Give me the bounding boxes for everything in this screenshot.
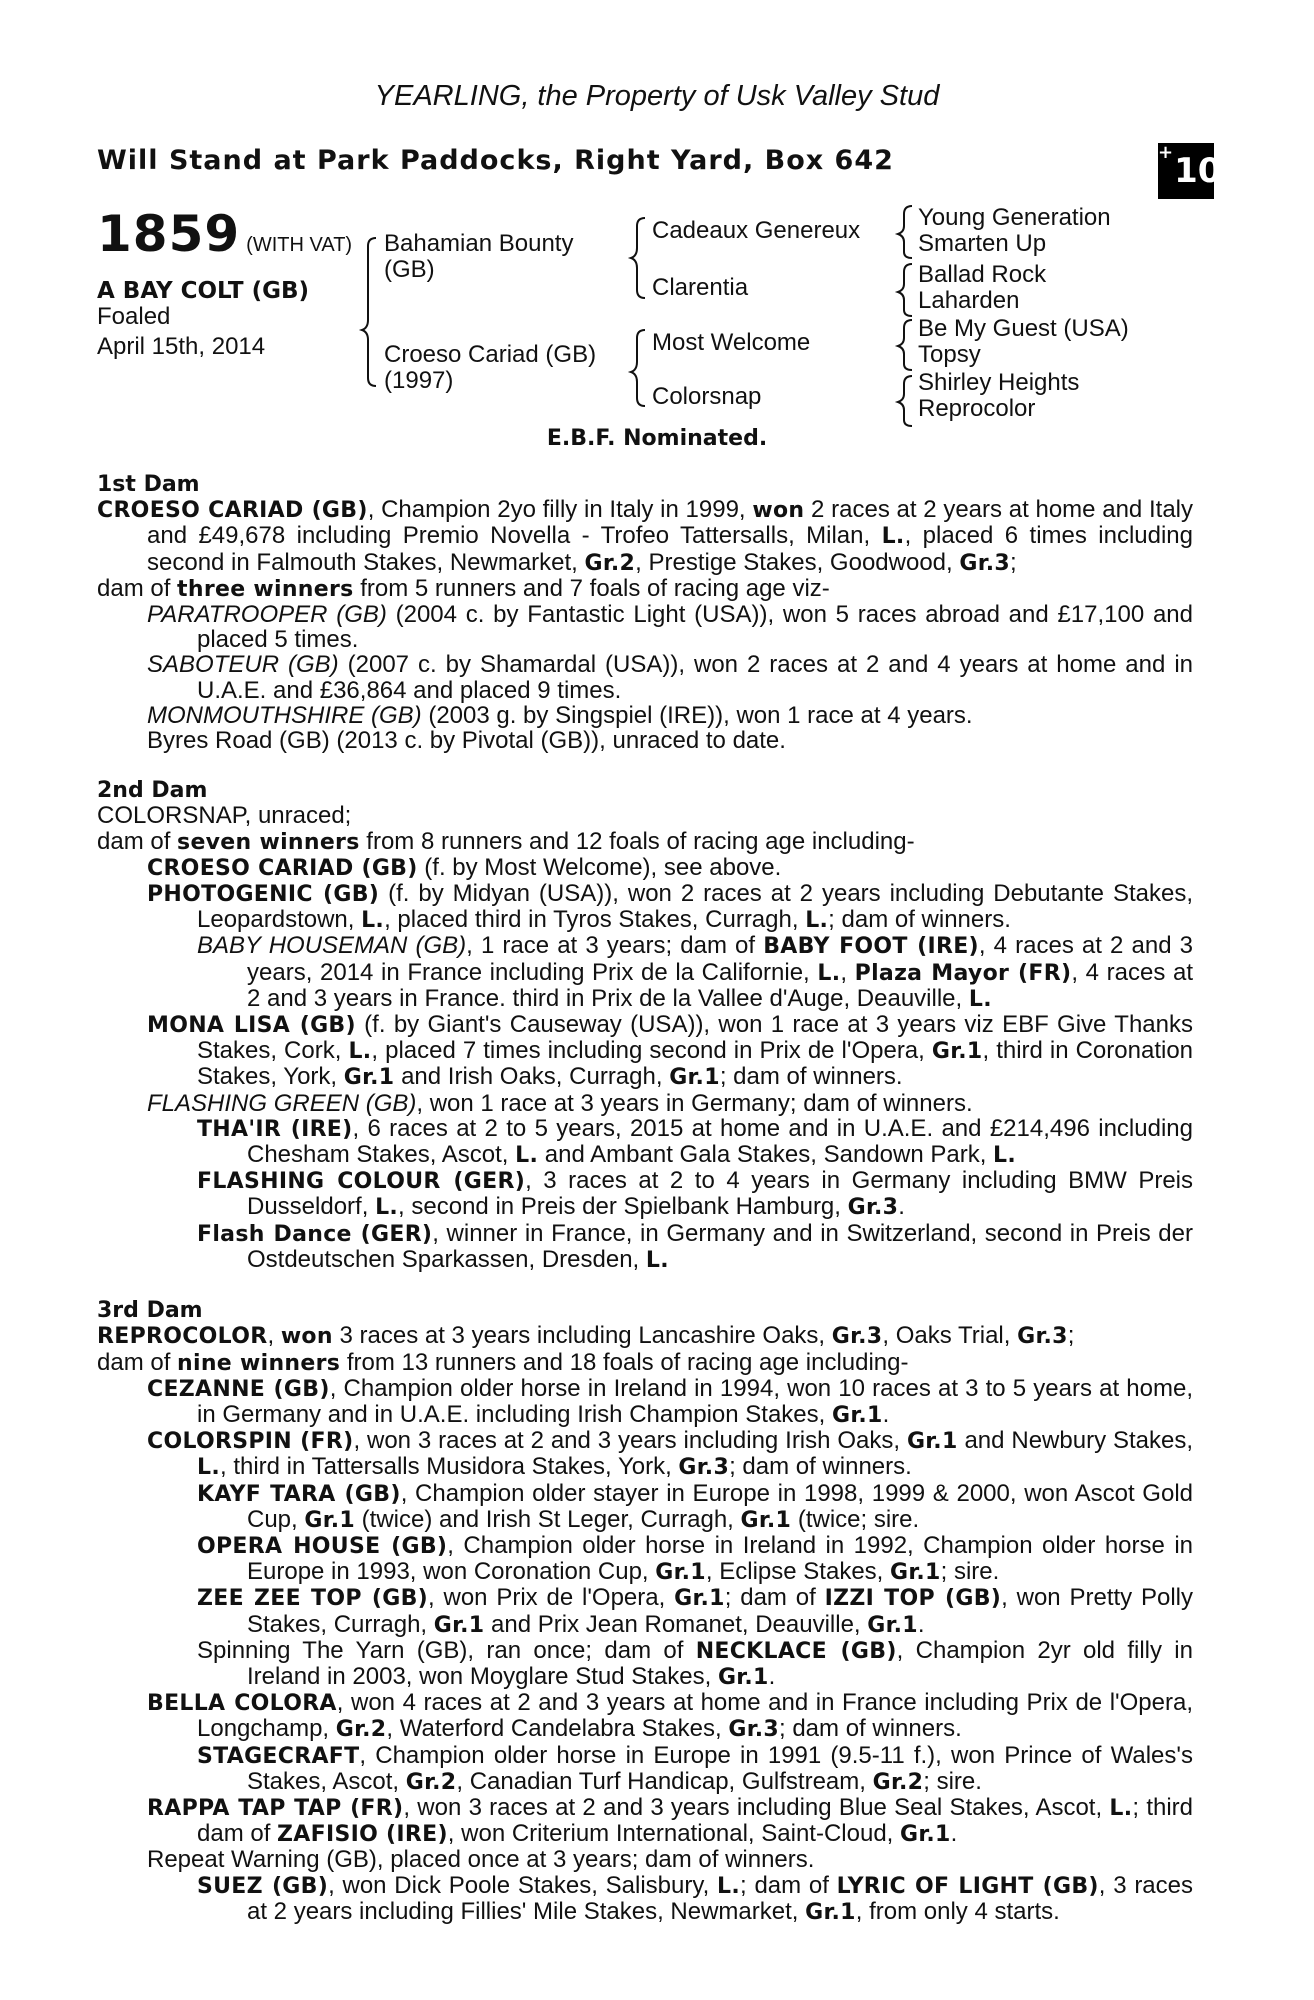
brace-gen3-4 [898,376,912,426]
produce-entry: BABY HOUSEMAN (GB), 1 race at 3 years; dam of BABY FOOT (IRE), 4 races at 2 and 3 years, 2014 in France including Prix de la Californie, L., Plaza Mayor (FR), 4 races at 2 and 3 years in France. third in Prix de la Vallee d'Auge, Deauville, L. [197,932,1194,1012]
horse-name: REPROCOLOR [97,1324,268,1350]
first-dam-produce: dam of three winners from 5 runners and 7 foals of racing age viz- [97,574,830,602]
produce-entry: ZEE ZEE TOP (GB), won Prix de l'Opera, Gr.1; dam of IZZI TOP (GB), won Pretty Polly Stakes, Curragh, Gr.1 and Prix Jean Romanet, Deauville, Gr.1. [197,1584,1193,1638]
horse-name: CEZANNE (GB) [147,1376,330,1402]
produce-entry: FLASHING GREEN (GB), won 1 race at 3 years in Germany; dam of winners. [147,1089,973,1117]
pedigree-sd: Clarentia [652,274,749,301]
horse-name: Flash Dance (GER) [197,1221,433,1247]
horse-name: FLASHING COLOUR (GER) [197,1169,526,1195]
ebf-nominated: E.B.F. Nominated. [546,426,768,451]
horse-name: RAPPA TAP TAP (FR) [147,1795,404,1821]
pedigree-ds: Most Welcome [652,329,811,356]
third-dam-produce: dam of nine winners from 13 runners and 18 foals of racing age including- [97,1348,909,1376]
pedigree-dds: Shirley Heights [918,369,1080,396]
horse-name: OPERA HOUSE (GB) [197,1533,448,1559]
produce-entry: COLORSPIN (FR), won 3 races at 2 and 3 years including Irish Oaks, Gr.1 and Newbury Stakes, L., third in Tattersalls Musidora Stakes, York, Gr.3; dam of winners. [147,1427,1193,1481]
pedigree-dsd: Topsy [918,341,981,368]
pedigree-sds: Ballad Rock [918,261,1047,288]
produce-entry: SABOTEUR (GB) (2007 c. by Shamardal (USA)), won 2 races at 2 and 4 years at home and in U.A.E. and £36,864 and placed 9 times. [147,651,1193,704]
produce-entry: STAGECRAFT, Champion older horse in Europe in 1991 (9.5-11 f.), won Prince of Wales's Stakes, Ascot, Gr.2, Canadian Turf Handicap, Gulfstream, Gr.2; sire. [197,1741,1193,1795]
horse-name: PHOTOGENIC (GB) [147,882,380,908]
second-dam-heading: 2nd Dam [97,778,208,804]
dam-year: (1997) [384,367,454,394]
produce-entry: Byres Road (GB) (2013 c. by Pivotal (GB)), unraced to date. [147,727,786,755]
produce-entry: BELLA COLORA, won 4 races at 2 and 3 years at home and in France including Prix de l'Opera, Longchamp, Gr.2, Waterford Candelabra Stakes, Gr.3; dam of winners. [147,1689,1193,1743]
produce-entry: MONA LISA (GB) (f. by Giant's Causeway (USA)), won 1 race at 3 years viz EBF Give Thanks Stakes, Cork, L., placed 7 times including second in Prix de l'Opera, Gr.1, third in Coronation Stakes, York, Gr.1 and Irish Oaks, Curragh, Gr.1; dam of winners. [147,1011,1194,1091]
horse-name: THA'IR (IRE) [197,1116,353,1142]
brace-gen3-2 [898,264,912,316]
pedigree-ssd: Smarten Up [918,230,1047,257]
produce-entry: PHOTOGENIC (GB) (f. by Midyan (USA)), won 2 races at 2 years including Debutante Stakes, Leopardstown, L., placed third in Tyros Stakes, Curragh, L.; dam of winners. [147,880,1193,934]
lot-number: 1859 [97,205,241,263]
produce-entry: RAPPA TAP TAP (FR), won 3 races at 2 and 3 years including Blue Seal Stakes, Ascot, L.; third dam of ZAFISIO (IRE), won Criterium International, Saint-Cloud, Gr.1. [147,1793,1194,1848]
property-line: YEARLING, the Property of Usk Valley Stud [374,80,940,112]
pedigree-ss: Cadeaux Genereux [652,217,861,244]
horse-name: ZEE ZEE TOP (GB) [197,1586,429,1612]
brace-gen3-3 [898,320,912,370]
badge-sup: + [1158,142,1174,163]
horse-name: BABY HOUSEMAN (GB) [197,932,467,960]
horse-name: SABOTEUR (GB) [147,651,339,679]
produce-entry: PARATROOPER (GB) (2004 c. by Fantastic Light (USA)), won 5 races abroad and £17,100 and placed 5 times. [147,601,1193,654]
horse-name: BELLA COLORA [147,1691,337,1717]
pedigree-sire [384,231,573,283]
pedigree-gen3-4 [918,370,1079,422]
horse-name: STAGECRAFT [197,1743,360,1769]
pedigree-sdd: Laharden [918,287,1020,314]
produce-entry: CROESO CARIAD (GB) (f. by Most Welcome), see above. [147,853,782,881]
third-dam-summary: REPROCOLOR, won 3 races at 3 years including Lancashire Oaks, Gr.3, Oaks Trial, Gr.3; [97,1322,1075,1350]
first-dam-heading: 1st Dam [97,472,200,497]
pedigree-dam [384,342,596,394]
pedigree-ddd: Reprocolor [918,395,1036,422]
lot-vat: (WITH VAT) [246,234,353,256]
lot-description: A BAY COLT (GB) [97,278,310,304]
pedigree-dd: Colorsnap [652,383,762,410]
dam-name: Croeso Cariad (GB) [384,341,597,368]
first-dam-summary: CROESO CARIAD (GB), Champion 2yo filly in Italy in 1999, won 2 races at 2 years at home and Italy and £49,678 including Premio Novella - Trofeo Tattersalls, Milan, L., placed 6 times including second in Falmouth Stakes, Newmarket, Gr.2, Prestige Stakes, Goodwood, Gr.3; [97,496,1194,576]
produce-entry: FLASHING COLOUR (GER), 3 races at 2 to 4 years in Germany including BMW Preis Dusseldorf, L., second in Preis der Spielbank Hamburg, Gr.3. [197,1167,1194,1221]
horse-name: MONA LISA (GB) [147,1013,356,1039]
pedigree-gen3-2 [918,262,1046,314]
horse-name: MONMOUTHSHIRE (GB) [147,701,422,729]
brace-sire [631,218,645,298]
foaled-date: April 15th, 2014 [97,333,266,360]
third-dam-heading: 3rd Dam [97,1298,203,1324]
badge-number: 10 [1174,151,1222,191]
foaled-label: Foaled [97,303,171,330]
pedigree-dss: Be My Guest (USA) [918,315,1129,342]
produce-entry: Repeat Warning (GB), placed once at 3 years; dam of winners. [147,1846,815,1874]
second-dam-summary: COLORSNAP, unraced; [97,802,352,830]
produce-entry: CEZANNE (GB), Champion older horse in Ireland in 1994, won 10 races at 3 to 5 years at home, in Germany and in U.A.E. including Irish Champion Stakes, Gr.1. [147,1374,1193,1428]
stand-location: Will Stand at Park Paddocks, Right Yard, Box 642 [97,145,894,176]
produce-entry: KAYF TARA (GB), Champion older stayer in Europe in 1998, 1999 & 2000, won Ascot Gold Cup, Gr.1 (twice) and Irish St Leger, Curragh, Gr.1 (twice; sire. [197,1479,1193,1533]
produce-entry: Flash Dance (GER), winner in France, in Germany and in Switzerland, second in Preis der Ostdeutschen Sparkassen, Dresden, L. [197,1219,1193,1273]
catalogue-body [97,472,1193,1925]
horse-name: COLORSPIN (FR) [147,1429,354,1455]
brace-main [362,238,376,386]
produce-entry: THA'IR (IRE), 6 races at 2 to 5 years, 2015 at home and in U.A.E. and £214,496 including Chesham Stakes, Ascot, L. and Ambant Gala Stakes, Sandown Park, L. [197,1114,1193,1169]
horse-name: SUEZ (GB) [197,1873,329,1899]
horse-name: CROESO CARIAD (GB) [147,855,418,881]
horse-name: PARATROOPER (GB) [147,601,387,629]
produce-entry: MONMOUTHSHIRE (GB) (2003 g. by Singspiel (IRE)), won 1 race at 4 years. [147,701,973,729]
produce-entry: OPERA HOUSE (GB), Champion older horse in Ireland in 1992, Champion older horse in Europe in 1993, won Coronation Cup, Gr.1, Eclipse Stakes, Gr.1; sire. [197,1531,1193,1586]
brace-dam [631,330,645,406]
sire-country: (GB) [384,256,435,283]
horse-name: CROESO CARIAD (GB) [97,498,368,524]
pedigree-gen3-3 [918,316,1129,368]
brace-gen3-1 [898,206,912,258]
produce-entry: Spinning The Yarn (GB), ran once; dam of NECKLACE (GB), Champion 2yr old filly in Ireland in 2003, won Moyglare Stud Stakes, Gr.1. [197,1636,1193,1690]
pedigree-gen3-1 [918,205,1111,257]
produce-entry: SUEZ (GB), won Dick Poole Stakes, Salisbury, L.; dam of LYRIC OF LIGHT (GB), 3 races at 2 years including Fillies' Mile Stakes, Newmarket, Gr.1, from only 4 starts. [197,1871,1194,1925]
pedigree-sss: Young Generation [918,204,1111,231]
horse-name: FLASHING GREEN (GB) [147,1089,417,1117]
horse-name: KAYF TARA (GB) [197,1481,401,1507]
second-dam-produce: dam of seven winners from 8 runners and 12 foals of racing age including- [97,827,915,855]
sire-name: Bahamian Bounty [384,230,574,257]
